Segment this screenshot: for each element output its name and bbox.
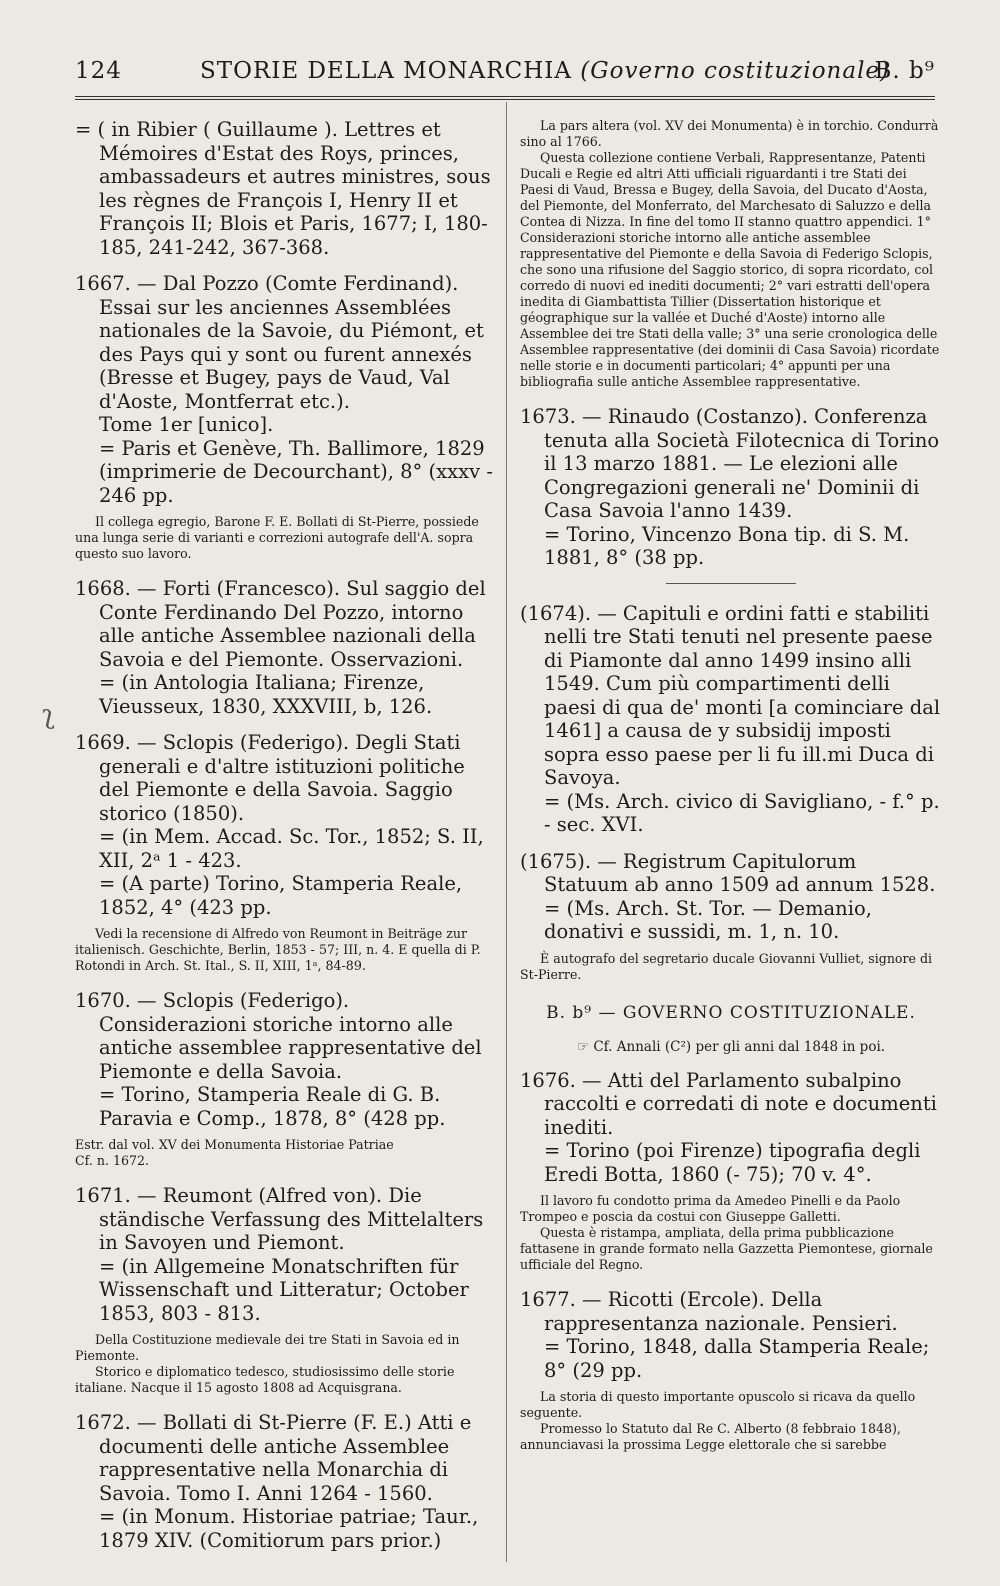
header-rule-2 bbox=[75, 99, 935, 100]
entry-1670 bbox=[75, 989, 495, 1130]
entry-imprint: = Torino, Vincenzo Bona tip. di S. M. 1881, 8° (38 pp. bbox=[544, 522, 910, 569]
note-1676 bbox=[520, 1193, 942, 1273]
entry-imprint: = Torino, Stamperia Reale di G. B. Paravia e Comp., 1878, 8° (428 pp. bbox=[99, 1083, 446, 1130]
entry-imprint: = (Ms. Arch. civico di Savigliano, - f.° p. - sec. XVI. bbox=[544, 789, 940, 836]
entry-title: 1673. — Rinaudo (Costanzo). Conferenza tenuta alla Società Filotecnica di Torino il 13 marzo 1881. — Le elezioni alle Congregazioni generali ne' Dominii di Casa Savoia l'anno 1439. bbox=[520, 405, 940, 522]
entry-1673 bbox=[520, 405, 942, 570]
entry-imprint: = (in Monum. Historiae patriae; Taur., 1879 XIV. (Comitiorum pars prior.) bbox=[99, 1505, 479, 1552]
entry-imprint: = (Ms. Arch. St. Tor. — Demanio, donativi e sussidi, m. 1, n. 10. bbox=[544, 896, 872, 943]
entry-1671 bbox=[75, 1184, 495, 1325]
note-text: La pars altera (vol. XV dei Monumenta) è in torchio. Condurrà sino al 1766. bbox=[520, 118, 939, 149]
note-1672-continued bbox=[520, 118, 942, 390]
entry-1675 bbox=[520, 850, 942, 944]
right-column bbox=[520, 118, 942, 1468]
entry-title: 1677. — Ricotti (Ercole). Della rappresentanza nazionale. Pensieri. bbox=[520, 1288, 898, 1335]
note-1677 bbox=[520, 1389, 942, 1453]
note-text: Il collega egregio, Barone F. E. Bollati di St-Pierre, possiede una lunga serie di varianti e correzioni autografe dell'A. sopra questo suo lavoro. bbox=[75, 514, 479, 561]
column-divider bbox=[506, 102, 507, 1562]
entry-title: (1675). — Registrum Capitulorum Statuum ab anno 1509 ad annum 1528. bbox=[520, 849, 936, 896]
entry-imprint: = Torino, 1848, dalla Stamperia Reale; 8° (29 pp. bbox=[544, 1335, 930, 1382]
cross-reference: ☞ Cf. Annali (C²) per gli anni dal 1848 in poi. bbox=[576, 1038, 886, 1055]
entry-title: 1669. — Sclopis (Federigo). Degli Stati generali e d'altre istituzioni politiche del Piemonte e della Savoia. Saggio storico (1850). bbox=[75, 731, 465, 825]
note-text: Il lavoro fu condotto prima da Amedeo Pinelli e da Paolo Trompeo e poscia da costui con Giuseppe Galletti. bbox=[520, 1193, 901, 1224]
note-text-2: Questa collezione contiene Verbali, Rappresentanze, Patenti Ducali e Regie ed altri Atti ufficiali riguardanti i tre Stati dei Paesi di Vaud, Bressa e Bugey, della Savoia, del Ducato d'Aosta, del Piemonte, del Monferrato, del Marchesato di Saluzzo e della Contea di Nizza. In fine del tomo II stanno quattro appendici. 1° Considerazioni storiche intorno alle antiche assemblee rappresentative del Piemonte e della Savoia di Federigo Sclopis, che sono una rifusione del Saggio storico, di sopra ricordato, col corredo di nuovi ed inediti documenti; 2° vari estratti dell'opera inedita di Giambattista Tillier (Dissertation historique et géographique sur la vallée et Duché d'Aoste) intorno alle Assemblee dei tre Stati della valle; 3° una serie cronologica delle Assemblee rappresentative (dei dominii di Casa Savoia) ricordate nelle storie e in documenti particolari; 4° appunti per una bibliografia sulle antiche Assemblee rappresentative. bbox=[520, 150, 940, 389]
entry-1674 bbox=[520, 602, 942, 837]
entry-1672 bbox=[75, 1411, 495, 1552]
header-title-main: STORIE DELLA MONARCHIA bbox=[200, 58, 572, 84]
entry-ribier bbox=[75, 118, 495, 259]
note-text-2: Promesso lo Statuto dal Re C. Alberto (8 febbraio 1848), annunciavasi la prossima Legge elettorale che si sarebbe bbox=[520, 1421, 901, 1452]
note-text: È autografo del segretario ducale Giovanni Vulliet, signore di St-Pierre. bbox=[520, 950, 933, 982]
entry-imprint: = (in Allgemeine Monatschriften für Wissenschaft und Litteratur; October 1853, 803 - 813. bbox=[99, 1254, 469, 1325]
entry-imprint: = Paris et Genève, Th. Ballimore, 1829 (imprimerie de Decourchant), 8° (xxxv - 246 pp. bbox=[99, 436, 493, 507]
left-column bbox=[75, 118, 495, 1565]
entry-imprint: = (in Antologia Italiana; Firenze, Vieusseux, 1830, XXXVIII, b, 126. bbox=[99, 671, 433, 718]
entry-1676 bbox=[520, 1069, 942, 1187]
note-1667 bbox=[75, 514, 495, 562]
note-1669 bbox=[75, 926, 495, 974]
note-text: Della Costituzione medievale dei tre Stati in Savoia ed in Piemonte. bbox=[75, 1332, 460, 1363]
entry-imprint: = (in Mem. Accad. Sc. Tor., 1852; S. II, XII, 2ᵃ 1 - 423. bbox=[99, 825, 484, 872]
note-1670 bbox=[75, 1137, 495, 1169]
entry-1677 bbox=[520, 1288, 942, 1382]
entry-imprint: = Torino (poi Firenze) tipografia degli Eredi Botta, 1860 (- 75); 70 v. 4°. bbox=[544, 1139, 921, 1186]
entry-title: (1674). — Capituli e ordini fatti e stabiliti nelli tre Stati tenuti nel presente paese di Piamonte dal anno 1499 insino alli 1549. Cum più compartimenti delli paesi di qua de' monti [a cominciare dal 1461] a causa de y subsidij imposti sopra esso paese per li fu ill.mi Duca di Savoya. bbox=[520, 601, 941, 789]
entry-title: 1667. — Dal Pozzo (Comte Ferdinand). Essai sur les anciennes Assemblées nationales de la Savoie, du Piémont, et des Pays qui y sont ou furent annexés (Bresse et Bugey, pays de Vaud, Val d'Aoste, Montferrat etc.). bbox=[75, 272, 484, 413]
header-title-italic: (Governo costituzionale) bbox=[580, 58, 891, 84]
header-title bbox=[200, 58, 890, 84]
entry-title: 1676. — Atti del Parlamento subalpino raccolti e corredati di note e documenti inediti. bbox=[520, 1068, 937, 1139]
note-1671 bbox=[75, 1332, 495, 1396]
note-text-2: Questa è ristampa, ampliata, della prima pubblicazione fattasene in grande formato nella Gazzetta Piemontese, giornale ufficiale del Regno. bbox=[520, 1225, 933, 1272]
note-text: Vedi la recensione di Alfredo von Reumont in Beiträge zur italienisch. Geschichte, Berlin, 1853 - 57; III, n. 4. E quella di P. Rotondi in Arch. St. Ital., S. II, XIII, 1ᵃ, 84-89. bbox=[75, 926, 481, 973]
entry-title: 1671. — Reumont (Alfred von). Die ständische Verfassung des Mittelalters in Savoyen und Piemont. bbox=[75, 1184, 484, 1254]
entry-title: 1670. — Sclopis (Federigo). Considerazioni storiche intorno alle antiche assemblee rappresentative del Piemonte e della Savoia. bbox=[75, 989, 482, 1083]
entry-title: 1672. — Bollati di St-Pierre (F. E.) Atti e documenti delle antiche Assemblee rappresentative nella Monarchia di Savoia. Tomo I. Anni 1264 - 1560. bbox=[75, 1411, 472, 1505]
section-heading: B. b⁹ — GOVERNO COSTITUZIONALE. bbox=[546, 1002, 916, 1023]
entry-1668 bbox=[75, 577, 495, 718]
separator-rule bbox=[666, 583, 796, 584]
header-rule bbox=[75, 96, 935, 97]
entry-1667 bbox=[75, 272, 495, 507]
entry-1669 bbox=[75, 731, 495, 919]
note-text-2: Storico e diplomatico tedesco, studiosissimo delle storie italiane. Nacque il 15 agosto 1808 ad Acquisgrana. bbox=[75, 1364, 455, 1395]
entry-imprint-2: = (A parte) Torino, Stamperia Reale, 1852, 4° (423 pp. bbox=[99, 872, 463, 919]
running-header bbox=[75, 58, 935, 92]
entry-title: 1668. — Forti (Francesco). Sul saggio del Conte Ferdinando Del Pozzo, intorno alle antiche Assemblee nazionali della Savoia e del Piemonte. Osservazioni. bbox=[75, 577, 486, 671]
page-number: 124 bbox=[75, 58, 122, 84]
note-crossref: Cf. n. 1672. bbox=[75, 1153, 150, 1168]
note-1675 bbox=[520, 951, 942, 983]
entry-text: = ( in Ribier ( Guillaume ). Lettres et Mémoires d'Estat des Roys, princes, ambassadeurs et autres ministres, sous les règnes de François I, Henry II et François II; Blois et Paris, 1677; I, 180-185, 241-242, 367-368. bbox=[75, 118, 491, 259]
entry-volume: Tome 1er [unico]. bbox=[99, 413, 274, 436]
header-section: B. b⁹ bbox=[874, 58, 935, 84]
note-text: Estr. dal vol. XV dei Monumenta Historiae Patriae bbox=[75, 1137, 394, 1152]
margin-mark: ʅ bbox=[42, 700, 55, 730]
note-text: La storia di questo importante opuscolo si ricava da quello seguente. bbox=[520, 1389, 916, 1420]
